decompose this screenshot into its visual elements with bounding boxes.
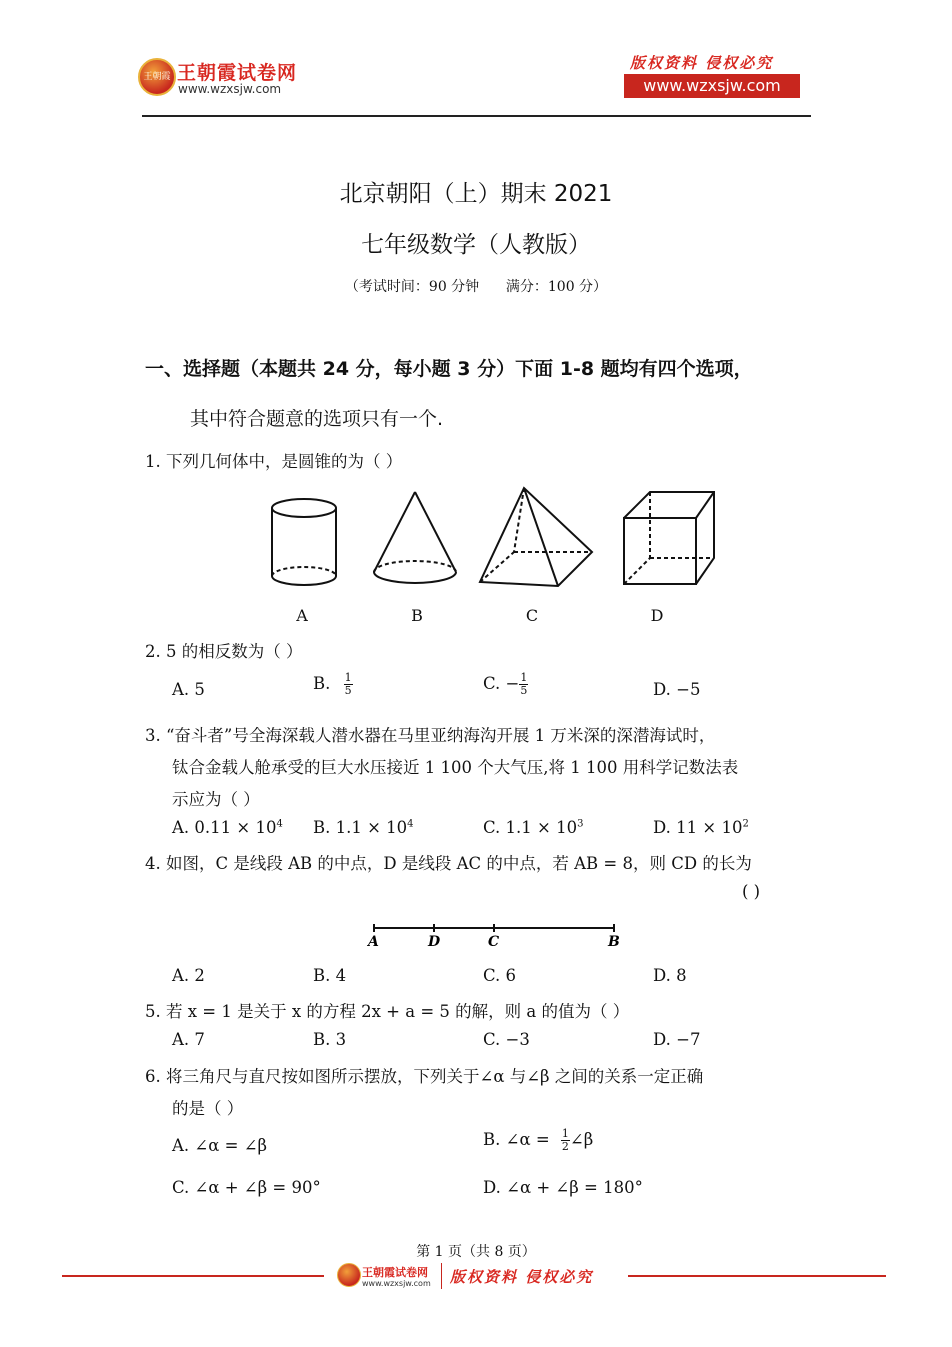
page-number: 第 1 页（共 8 页） — [416, 1244, 536, 1260]
header-divider — [142, 115, 811, 117]
option-d: D. −5 — [653, 680, 701, 699]
option-a: A. $0.11 \times 10^4$ — [172, 818, 283, 837]
footer-copyright: 版权资料 侵权必究 — [450, 1268, 594, 1286]
cone-figure — [374, 492, 456, 583]
exam-info: （考试时间：90 分钟 满分：100 分） — [344, 279, 608, 295]
answer-paren: ( ) — [742, 882, 761, 901]
option-b: B. 4 — [313, 966, 347, 985]
option-b: B. $\frac{1}{5}$ — [313, 671, 352, 697]
exam-subtitle: 七年级数学（人教版） — [361, 232, 591, 258]
option-a: A. ∠α = ∠β — [172, 1136, 268, 1155]
footer-logo-name: 王朝霞试卷网 — [362, 1266, 428, 1279]
option-b: B. $1.1 \times 10^4$ — [313, 818, 414, 837]
point-label: B — [608, 934, 620, 950]
option-c: C. 6 — [483, 966, 517, 985]
question-6-line1: 6. 将三角尺与直尺按如图所示摆放，下列关于∠α 与∠β 之间的关系一定正确 — [145, 1067, 704, 1086]
question-6-line2: 的是（ ） — [172, 1099, 244, 1118]
cylinder-figure — [272, 499, 336, 585]
exam-title: 北京朝阳（上）期末 2021 — [339, 181, 613, 207]
option-c: C. $1.1 \times 10^3$ — [483, 818, 584, 837]
footer-logo-icon — [337, 1263, 361, 1287]
option-d: D. 8 — [653, 966, 687, 985]
logo-badge-icon: 王朝霞 — [138, 58, 176, 96]
point-label: A — [368, 934, 379, 950]
option-b: B. ∠α = $\frac{1}{2}$ ∠β — [483, 1127, 594, 1153]
site-url-banner: www.wzxsjw.com — [624, 74, 800, 98]
option-d: D. ∠α + ∠β = 180° — [483, 1178, 643, 1197]
point-label: D — [428, 934, 441, 950]
copyright-notice: 版权资料 侵权必究 — [630, 54, 774, 72]
option-a: A. 2 — [172, 966, 205, 985]
logo-url: www.wzxsjw.com — [178, 82, 282, 96]
figure-label: C — [525, 606, 539, 625]
question-2-stem: 2. 5 的相反数为（ ） — [145, 642, 303, 661]
footer-rule-right — [628, 1275, 886, 1277]
section-heading: 一、选择题（本题共 24 分，每小题 3 分）下面 1-8 题均有四个选项， — [145, 358, 753, 380]
option-d: D. $11 \times 10^2$ — [653, 818, 749, 837]
footer-rule-left — [62, 1275, 324, 1277]
logo-name: 王朝霞试卷网 — [177, 62, 298, 84]
question-1-stem: 1. 下列几何体中，是圆锥的为（ ） — [145, 452, 403, 471]
option-c: C. ∠α + ∠β = 90° — [172, 1178, 321, 1197]
question-3-line2: 钛合金载人舱承受的巨大水压接近 1 100 个大气压,将 1 100 用科学记数法表 — [172, 758, 739, 777]
line-segment-figure — [364, 918, 626, 952]
option-a: A. 5 — [172, 680, 205, 699]
footer-logo-url: www.wzxsjw.com — [362, 1279, 431, 1288]
footer-separator — [441, 1263, 442, 1289]
cube-figure — [624, 492, 714, 584]
question-3-line3: 示应为（ ） — [172, 790, 260, 809]
option-a: A. 7 — [172, 1030, 205, 1049]
question-3-line1: 3. “奋斗者”号全海深载人潜水器在马里亚纳海沟开展 1 万米深的深潜海试时， — [145, 726, 716, 745]
pyramid-figure — [480, 488, 592, 586]
figure-label: B — [411, 606, 423, 625]
question-5-stem: 5. 若 x = 1 是关于 x 的方程 2x + a = 5 的解，则 a 的值为（ ） — [145, 1002, 630, 1021]
option-c: C. −3 — [483, 1030, 530, 1049]
figure-label: D — [650, 606, 664, 625]
section-heading-cont: 其中符合题意的选项只有一个. — [190, 408, 444, 430]
solid-figures — [262, 482, 732, 592]
option-d: D. −7 — [653, 1030, 701, 1049]
option-b: B. 3 — [313, 1030, 347, 1049]
point-label: C — [488, 934, 500, 950]
figure-label: A — [296, 606, 308, 625]
option-c: C. − $\frac{1}{5}$ — [483, 671, 528, 697]
question-4-stem: 4. 如图，C 是线段 AB 的中点，D 是线段 AC 的中点，若 AB = 8，则 CD 的长为 — [145, 854, 752, 873]
